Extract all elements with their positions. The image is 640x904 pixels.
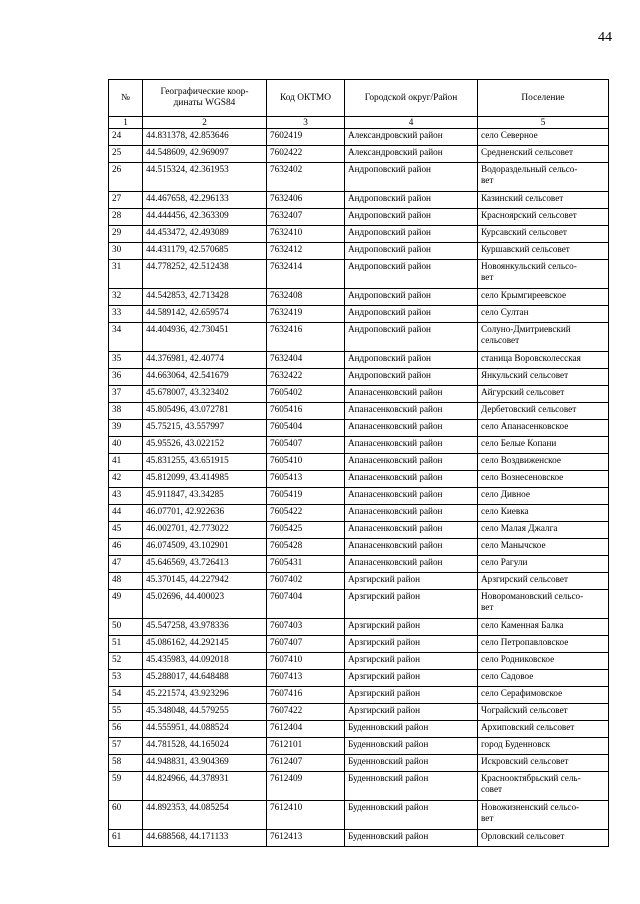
coordinates-cell: 44.515324, 42.361953 [143,163,267,192]
column-number-row [109,117,609,129]
oktmo-cell: 7605413 [267,471,345,488]
coordinates-cell: 46.074509, 43.102901 [143,539,267,556]
coordinates-cell: 44.831378, 42.853646 [143,129,267,146]
settlement-cell: Краснооктябрьский сель- совет [478,772,609,801]
table-row [109,738,609,755]
row-number-cell: 58 [109,755,143,772]
coordinates-cell: 44.548609, 42.969097 [143,146,267,163]
settlement-cell: Архиповский сельсовет [478,721,609,738]
header-coordinates: Географические коор- динаты WGS84 [143,80,267,117]
row-number-cell: 34 [109,323,143,352]
district-cell: Александровский район [345,129,478,146]
column-number: 4 [345,117,478,129]
coordinates-cell: 44.589142, 42.659574 [143,306,267,323]
district-cell: Арзгирский район [345,636,478,653]
coordinates-cell: 44.444456, 42.363309 [143,209,267,226]
row-number-cell: 54 [109,687,143,704]
row-number-cell: 59 [109,772,143,801]
district-cell: Апанасенковский район [345,386,478,403]
settlement-cell: село Дивное [478,488,609,505]
table-row [109,243,609,260]
table-row [109,163,609,192]
table-row [109,619,609,636]
coordinates-cell: 45.348048, 44.579255 [143,704,267,721]
coordinates-cell: 44.431179, 42.570685 [143,243,267,260]
oktmo-cell: 7612407 [267,755,345,772]
coordinates-cell: 45.646569, 43.726413 [143,556,267,573]
table-row [109,556,609,573]
district-cell: Апанасенковский район [345,403,478,420]
settlement-cell: Водораздельный сельсо- вет [478,163,609,192]
district-cell: Арзгирский район [345,687,478,704]
district-cell: Буденновский район [345,738,478,755]
coordinates-cell: 44.376981, 42.40774 [143,352,267,369]
column-number: 2 [143,117,267,129]
coordinates-cell: 44.542853, 42.713428 [143,289,267,306]
table-row [109,522,609,539]
oktmo-cell: 7632416 [267,323,345,352]
table-row [109,653,609,670]
coordinates-cell: 45.678007, 43.323402 [143,386,267,403]
table-row [109,454,609,471]
settlement-cell: Курсавский сельсовет [478,226,609,243]
district-cell: Апанасенковский район [345,471,478,488]
coordinates-cell: 45.805496, 43.072781 [143,403,267,420]
coordinates-cell: 45.812099, 43.414985 [143,471,267,488]
table-row [109,209,609,226]
table-row [109,146,609,163]
district-cell: Андроповский район [345,352,478,369]
settlement-cell: Средненский сельсовет [478,146,609,163]
district-cell: Буденновский район [345,755,478,772]
coordinates-cell: 45.831255, 43.651915 [143,454,267,471]
row-number-cell: 43 [109,488,143,505]
settlement-cell: село Садовое [478,670,609,687]
district-cell: Буденновский район [345,801,478,830]
settlement-cell: Айгурский сельсовет [478,386,609,403]
settlement-cell: Красноярский сельсовет [478,209,609,226]
settlement-cell: Солуно-Дмитриевский сельсовет [478,323,609,352]
settlement-cell: село Манычское [478,539,609,556]
settlement-cell: село Малая Джалга [478,522,609,539]
row-number-cell: 55 [109,704,143,721]
row-number-cell: 50 [109,619,143,636]
district-cell: Арзгирский район [345,670,478,687]
coordinates-cell: 44.663064, 42.541679 [143,369,267,386]
table-row [109,755,609,772]
district-cell: Апанасенковский район [345,556,478,573]
row-number-cell: 29 [109,226,143,243]
settlement-cell: село Рагули [478,556,609,573]
district-cell: Апанасенковский район [345,505,478,522]
row-number-cell: 45 [109,522,143,539]
settlement-cell: село Султан [478,306,609,323]
coordinates-cell: 45.288017, 44.648488 [143,670,267,687]
coordinates-cell: 44.404936, 42.730451 [143,323,267,352]
settlement-cell: село Киевка [478,505,609,522]
table-row [109,129,609,146]
oktmo-cell: 7612413 [267,830,345,847]
district-cell: Арзгирский район [345,704,478,721]
coordinates-cell: 46.07701, 42.922636 [143,505,267,522]
district-cell: Апанасенковский район [345,420,478,437]
row-number-cell: 61 [109,830,143,847]
oktmo-cell: 7605407 [267,437,345,454]
oktmo-cell: 7605402 [267,386,345,403]
table-row [109,289,609,306]
table-row [109,369,609,386]
row-number-cell: 25 [109,146,143,163]
row-number-cell: 37 [109,386,143,403]
table-row [109,488,609,505]
settlement-cell: Орловский сельсовет [478,830,609,847]
table-row [109,704,609,721]
table-row [109,830,609,847]
header-number: № [109,80,143,117]
table-row [109,420,609,437]
row-number-cell: 47 [109,556,143,573]
table-row [109,505,609,522]
oktmo-cell: 7607402 [267,573,345,590]
settlement-cell: Новоромановский сельсо- вет [478,590,609,619]
coordinates-cell: 45.02696, 44.400023 [143,590,267,619]
coordinates-cell: 45.911847, 43.34285 [143,488,267,505]
oktmo-cell: 7607403 [267,619,345,636]
district-cell: Арзгирский район [345,590,478,619]
table-row [109,636,609,653]
district-cell: Андроповский район [345,260,478,289]
row-number-cell: 53 [109,670,143,687]
row-number-cell: 33 [109,306,143,323]
row-number-cell: 26 [109,163,143,192]
table-row [109,226,609,243]
district-cell: Буденновский район [345,721,478,738]
oktmo-cell: 7612404 [267,721,345,738]
row-number-cell: 39 [109,420,143,437]
coordinates-cell: 45.75215, 43.557997 [143,420,267,437]
settlement-cell: Казинский сельсовет [478,192,609,209]
oktmo-cell: 7602422 [267,146,345,163]
coordinates-cell: 44.453472, 42.493089 [143,226,267,243]
district-cell: Андроповский район [345,323,478,352]
oktmo-cell: 7605416 [267,403,345,420]
district-cell: Буденновский район [345,830,478,847]
table-row [109,590,609,619]
row-number-cell: 49 [109,590,143,619]
header-settlement: Поселение [478,80,609,117]
district-cell: Апанасенковский район [345,522,478,539]
table-header-row [109,80,609,117]
row-number-cell: 44 [109,505,143,522]
settlement-cell: село Петропавловское [478,636,609,653]
row-number-cell: 56 [109,721,143,738]
oktmo-cell: 7605431 [267,556,345,573]
coordinates-cell: 45.547258, 43.978336 [143,619,267,636]
coordinates-cell: 44.778252, 42.512438 [143,260,267,289]
table-row [109,471,609,488]
oktmo-cell: 7607407 [267,636,345,653]
coordinates-cell: 45.370145, 44.227942 [143,573,267,590]
settlement-cell: село Апанасенковское [478,420,609,437]
column-number: 5 [478,117,609,129]
page-number: 44 [598,30,612,45]
settlement-cell: село Воздвиженское [478,454,609,471]
oktmo-cell: 7607422 [267,704,345,721]
row-number-cell: 38 [109,403,143,420]
district-cell: Андроповский район [345,192,478,209]
settlement-cell: село Белые Копани [478,437,609,454]
settlement-cell: село Крымгиреевское [478,289,609,306]
oktmo-cell: 7632406 [267,192,345,209]
oktmo-cell: 7632414 [267,260,345,289]
coordinates-cell: 44.555951, 44.088524 [143,721,267,738]
settlements-table [108,79,609,847]
row-number-cell: 31 [109,260,143,289]
district-cell: Апанасенковский район [345,454,478,471]
oktmo-cell: 7632410 [267,226,345,243]
settlement-cell: село Родниковское [478,653,609,670]
oktmo-cell: 7605419 [267,488,345,505]
oktmo-cell: 7632407 [267,209,345,226]
coordinates-cell: 45.086162, 44.292145 [143,636,267,653]
settlement-cell: Новоянкульский сельсо- вет [478,260,609,289]
table-row [109,772,609,801]
district-cell: Андроповский район [345,369,478,386]
oktmo-cell: 7612410 [267,801,345,830]
table-row [109,670,609,687]
oktmo-cell: 7605422 [267,505,345,522]
oktmo-cell: 7632408 [267,289,345,306]
table-row [109,323,609,352]
column-number: 1 [109,117,143,129]
table-row [109,721,609,738]
oktmo-cell: 7605404 [267,420,345,437]
table-row [109,687,609,704]
oktmo-cell: 7607404 [267,590,345,619]
coordinates-cell: 44.781528, 44.165024 [143,738,267,755]
oktmo-cell: 7607410 [267,653,345,670]
coordinates-cell: 45.435983, 44.092018 [143,653,267,670]
district-cell: Арзгирский район [345,573,478,590]
table-row [109,306,609,323]
row-number-cell: 57 [109,738,143,755]
district-cell: Андроповский район [345,306,478,323]
coordinates-cell: 44.688568, 44.171133 [143,830,267,847]
coordinates-cell: 45.221574, 43.923296 [143,687,267,704]
district-cell: Арзгирский район [345,619,478,636]
settlement-cell: Янкульский сельсовет [478,369,609,386]
oktmo-cell: 7632402 [267,163,345,192]
coordinates-cell: 46.002701, 42.773022 [143,522,267,539]
table-row [109,573,609,590]
oktmo-cell: 7605425 [267,522,345,539]
row-number-cell: 42 [109,471,143,488]
oktmo-cell: 7632419 [267,306,345,323]
row-number-cell: 28 [109,209,143,226]
district-cell: Александровский район [345,146,478,163]
oktmo-cell: 7612409 [267,772,345,801]
district-cell: Апанасенковский район [345,437,478,454]
settlement-cell: станица Воровсколесская [478,352,609,369]
district-cell: Апанасенковский район [345,488,478,505]
table-row [109,352,609,369]
settlement-cell: Чограйский сельсовет [478,704,609,721]
settlement-cell: село Каменная Балка [478,619,609,636]
coordinates-cell: 44.824966, 44.378931 [143,772,267,801]
row-number-cell: 41 [109,454,143,471]
district-cell: Андроповский район [345,163,478,192]
settlement-cell: Куршавский сельсовет [478,243,609,260]
district-cell: Андроповский район [345,243,478,260]
settlement-cell: Новожизненский сельсо- вет [478,801,609,830]
settlement-cell: Дербетовский сельсовет [478,403,609,420]
oktmo-cell: 7607416 [267,687,345,704]
oktmo-cell: 7605428 [267,539,345,556]
row-number-cell: 60 [109,801,143,830]
table-row [109,386,609,403]
coordinates-cell: 44.948831, 43.904369 [143,755,267,772]
row-number-cell: 35 [109,352,143,369]
district-cell: Апанасенковский район [345,539,478,556]
row-number-cell: 36 [109,369,143,386]
settlement-cell: село Серафимовское [478,687,609,704]
oktmo-cell: 7607413 [267,670,345,687]
coordinates-cell: 45.95526, 43.022152 [143,437,267,454]
settlement-cell: село Северное [478,129,609,146]
settlement-cell: село Вознесеновское [478,471,609,488]
oktmo-cell: 7632404 [267,352,345,369]
oktmo-cell: 7632422 [267,369,345,386]
settlement-cell: Арзгирский сельсовет [478,573,609,590]
settlement-cell: Искровский сельсовет [478,755,609,772]
district-cell: Андроповский район [345,289,478,306]
oktmo-cell: 7602419 [267,129,345,146]
table-row [109,539,609,556]
table-row [109,192,609,209]
column-number: 3 [267,117,345,129]
district-cell: Буденновский район [345,772,478,801]
row-number-cell: 40 [109,437,143,454]
row-number-cell: 48 [109,573,143,590]
header-oktmo: Код ОКТМО [267,80,345,117]
settlement-cell: город Буденновск [478,738,609,755]
oktmo-cell: 7632412 [267,243,345,260]
row-number-cell: 27 [109,192,143,209]
row-number-cell: 32 [109,289,143,306]
oktmo-cell: 7612101 [267,738,345,755]
table-row [109,437,609,454]
district-cell: Арзгирский район [345,653,478,670]
header-district: Городской округ/Район [345,80,478,117]
oktmo-cell: 7605410 [267,454,345,471]
row-number-cell: 52 [109,653,143,670]
table-row [109,260,609,289]
district-cell: Андроповский район [345,226,478,243]
row-number-cell: 24 [109,129,143,146]
row-number-cell: 46 [109,539,143,556]
row-number-cell: 30 [109,243,143,260]
row-number-cell: 51 [109,636,143,653]
district-cell: Андроповский район [345,209,478,226]
table-row [109,403,609,420]
table-row [109,801,609,830]
coordinates-cell: 44.467658, 42.296133 [143,192,267,209]
coordinates-cell: 44.892353, 44.085254 [143,801,267,830]
